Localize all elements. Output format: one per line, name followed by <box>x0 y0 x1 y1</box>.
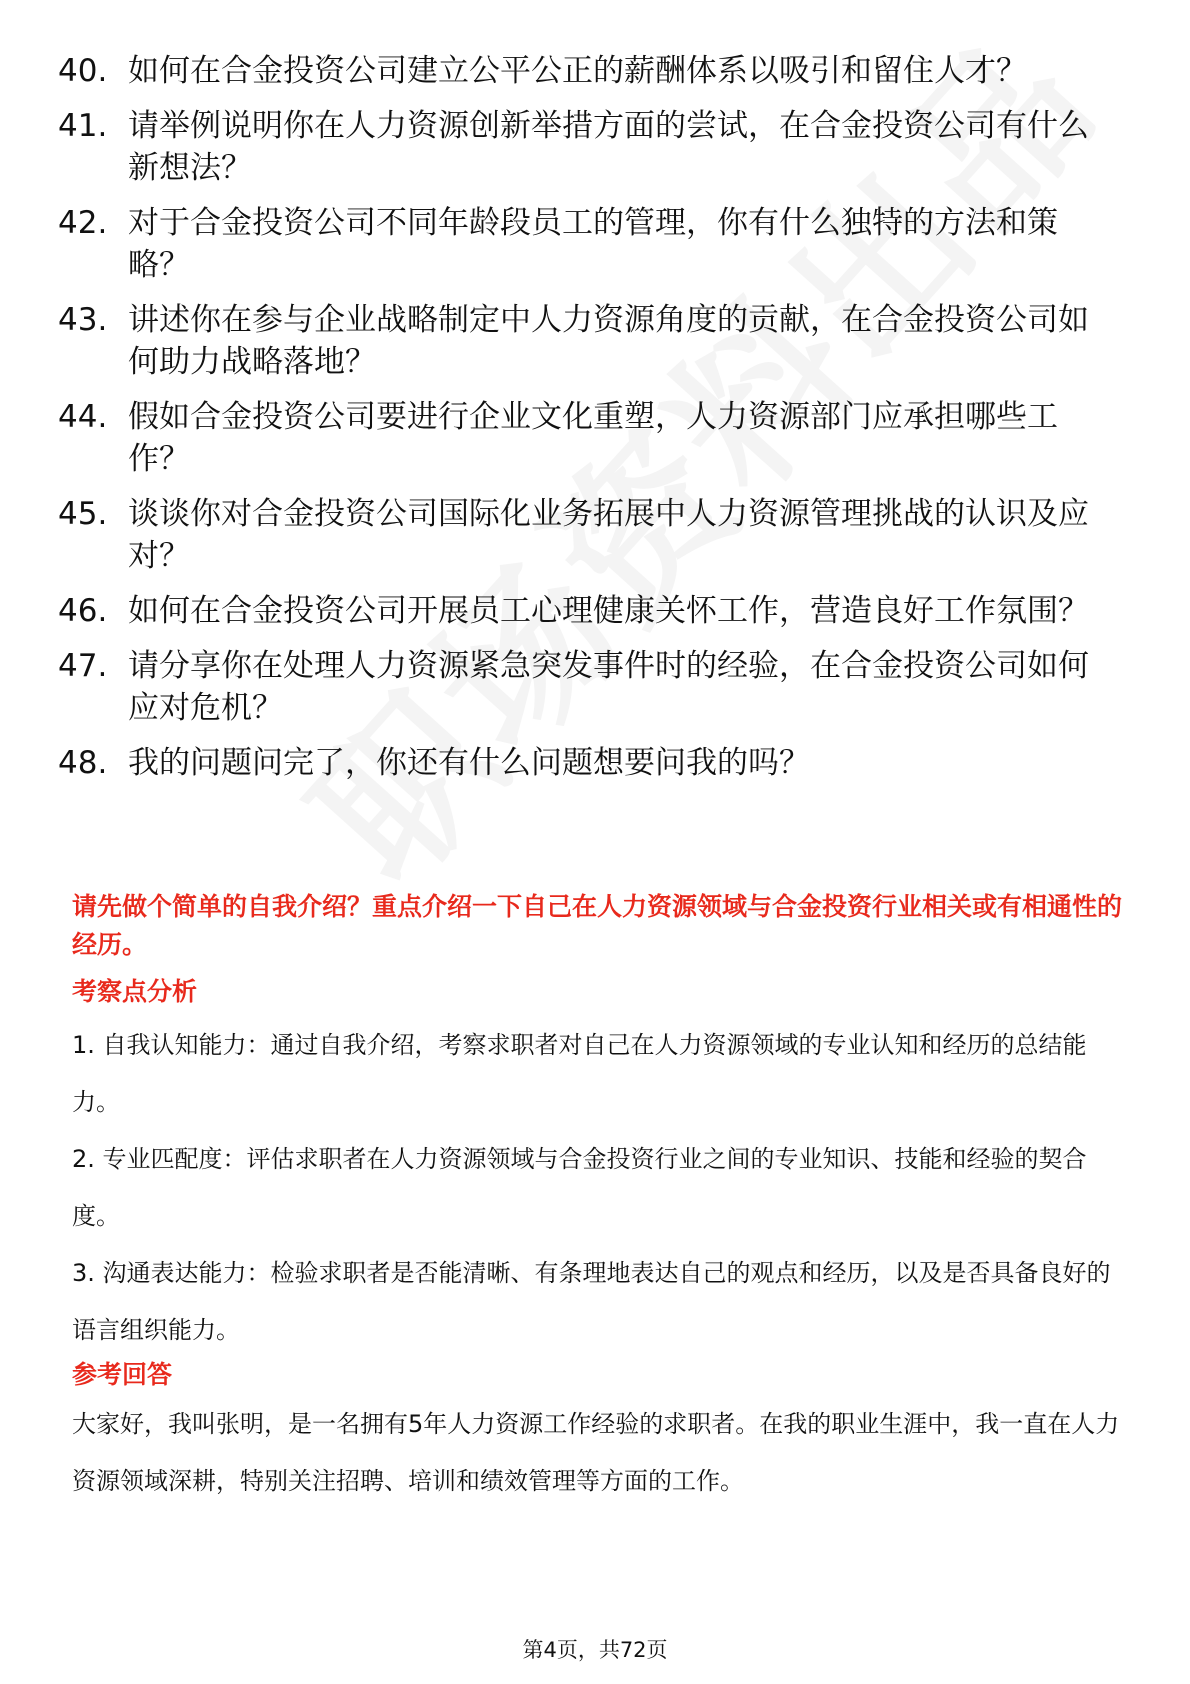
question-text: 如何在合金投资公司建立公平公正的薪酬体系以吸引和留住人才？ <box>128 53 1027 89</box>
highlight-question-section <box>72 888 1122 964</box>
list-item <box>58 105 1118 189</box>
list-item <box>58 645 1118 729</box>
list-item <box>58 590 1118 632</box>
analysis-point: 3. 沟通表达能力：检验求职者是否能清晰、有条理地表达自己的观点和经历，以及是否具备良好的语言组织能力。 <box>72 1259 1111 1344</box>
analysis-point: 1. 自我认知能力：通过自我介绍，考察求职者对自己在人力资源领域的专业认知和经历的总结能力。 <box>72 1031 1087 1116</box>
list-item <box>58 202 1118 286</box>
list-item <box>58 50 1118 92</box>
analysis-point: 2. 专业匹配度：评估求职者在人力资源领域与合金投资行业之间的专业知识、技能和经验的契合度。 <box>72 1145 1087 1230</box>
question-number: 41. <box>58 108 108 144</box>
question-number: 43. <box>58 302 108 338</box>
question-number: 42. <box>58 205 108 241</box>
question-text: 我的问题问完了，你还有什么问题想要问我的吗？ <box>128 745 810 781</box>
answer-text: 大家好，我叫张明，是一名拥有5年人力资源工作经验的求职者。在我的职业生涯中，我一直在人力资源领域深耕，特别关注招聘、培训和绩效管理等方面的工作。 <box>72 1410 1120 1495</box>
answer-heading: 参考回答 <box>72 1360 173 1389</box>
question-number: 46. <box>58 593 108 629</box>
question-list <box>58 50 1118 797</box>
list-item <box>58 299 1118 383</box>
list-item <box>58 396 1118 480</box>
question-number: 44. <box>58 399 108 435</box>
question-text: 讲述你在参与企业战略制定中人力资源角度的贡献，在合金投资公司如何助力战略落地？ <box>128 302 1089 380</box>
analysis-heading: 考察点分析 <box>72 977 198 1006</box>
question-text: 假如合金投资公司要进行企业文化重塑，人力资源部门应承担哪些工作？ <box>128 399 1058 477</box>
question-number: 47. <box>58 648 108 684</box>
page-number: 第4页，共72页 <box>522 1638 668 1662</box>
question-text: 对于合金投资公司不同年龄段员工的管理，你有什么独特的方法和策略？ <box>128 205 1058 283</box>
question-text: 如何在合金投资公司开展员工心理健康关怀工作，营造良好工作氛围？ <box>128 593 1089 629</box>
question-number: 45. <box>58 496 108 532</box>
answer-section <box>72 1358 1122 1510</box>
list-item <box>58 493 1118 577</box>
question-text: 请举例说明你在人力资源创新举措方面的尝试，在合金投资公司有什么新想法？ <box>128 108 1089 186</box>
question-number: 48. <box>58 745 108 781</box>
question-text: 请分享你在处理人力资源紧急突发事件时的经验，在合金投资公司如何应对危机？ <box>128 648 1089 726</box>
highlight-question: 请先做个简单的自我介绍？重点介绍一下自己在人力资源领域与合金投资行业相关或有相通性的经历。 <box>72 892 1123 959</box>
list-item <box>58 742 1118 784</box>
question-number: 40. <box>58 53 108 89</box>
question-text: 谈谈你对合金投资公司国际化业务拓展中人力资源管理挑战的认识及应对？ <box>128 496 1089 574</box>
analysis-section <box>72 975 1122 1359</box>
